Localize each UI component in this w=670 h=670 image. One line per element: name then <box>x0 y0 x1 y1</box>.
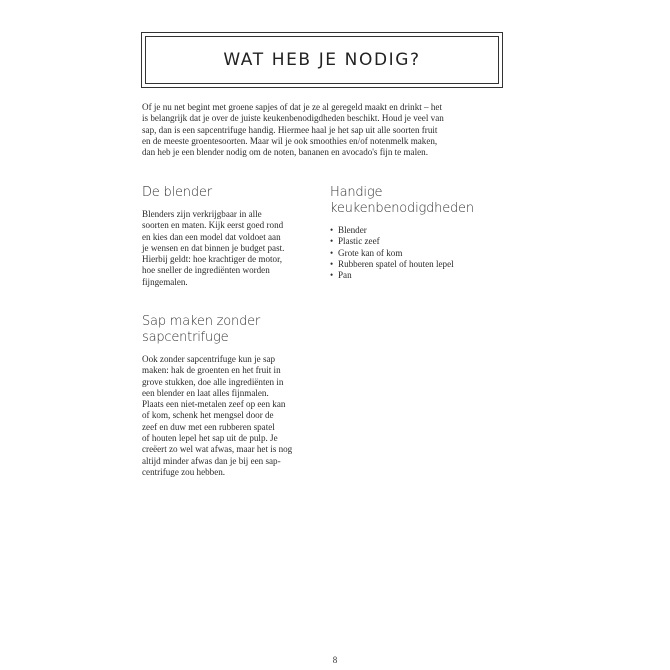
blender-section <box>142 185 317 288</box>
blender-line: fijngemalen. <box>142 276 188 287</box>
tools-section <box>330 185 510 281</box>
tools-heading <box>330 185 510 217</box>
bullet-icon: • <box>330 258 334 269</box>
intro-line: Of je nu net begint met groene sapjes of dat je ze al geregeld maakt en drinkt – het <box>142 102 442 112</box>
tools-heading-line: keukenbenodigdheden <box>330 201 474 216</box>
list-item-label: Blender <box>338 225 367 235</box>
bullet-icon: • <box>330 236 334 247</box>
sap-line: altijd minder afwas dan je bij een sap- <box>142 455 281 466</box>
sap-heading-line: sapcentrifuge <box>142 330 229 345</box>
intro-paragraph <box>142 102 504 158</box>
list-item <box>330 236 510 247</box>
list-item-label: Rubberen spatel of houten lepel <box>338 258 454 269</box>
blender-line: soorten en maten. Kijk eerst goed rond <box>142 220 284 231</box>
sap-heading <box>142 314 317 346</box>
bullet-icon: • <box>330 247 334 258</box>
sap-line: of houten lepel het sap uit de pulp. Je <box>142 433 278 444</box>
list-item-label: Grote kan of kom <box>338 247 403 258</box>
intro-line: is belangrijk dat je over de juiste keukenbenodigdheden beschikt. Houd je veel van <box>142 113 444 124</box>
sap-line: zeef en duw met een rubberen spatel <box>142 421 275 432</box>
sap-line: maken: hak de groenten en het fruit in <box>142 365 281 376</box>
page-number: 8 <box>332 655 338 665</box>
page-title: WAT HEB JE NODIG? <box>223 50 421 70</box>
list-item-label: Plastic zeef <box>338 236 380 247</box>
tools-heading-line: Handige <box>330 185 383 200</box>
sap-section <box>142 314 317 478</box>
blender-line: Blenders zijn verkrijgbaar in alle <box>142 209 262 219</box>
tools-list <box>330 225 510 281</box>
list-item <box>330 248 510 259</box>
sap-paragraph <box>142 354 317 478</box>
bullet-icon: • <box>330 270 334 281</box>
list-item-label: Pan <box>338 270 352 281</box>
sap-line: creëert zo wel wat afwas, maar het is nog <box>142 444 293 455</box>
blender-line: en kies dan een model dat voldoet aan <box>142 231 281 242</box>
list-item <box>330 225 510 236</box>
sap-line: Plaats een niet-metalen zeef op een kan <box>142 399 286 410</box>
blender-line: hoe sneller de ingrediënten worden <box>142 265 270 276</box>
sap-line: Ook zonder sapcentrifuge kun je sap <box>142 354 276 364</box>
sap-line: grove stukken, doe alle ingrediënten in <box>142 376 284 387</box>
title-frame-inner <box>145 36 499 84</box>
sap-line: een blender en laat alles fijnmalen. <box>142 387 269 398</box>
intro-line: dan heb je een blender nodig om de noten, bananen en avocado's fijn te malen. <box>142 147 428 158</box>
blender-heading: De blender <box>142 185 212 200</box>
blender-line: je wensen en dat binnen je budget past. <box>142 242 285 253</box>
title-frame <box>141 32 503 88</box>
list-item <box>330 270 510 281</box>
intro-line: en de meeste groentesoorten. Maar wil je ook smoothies en/of notenmelk maken, <box>142 135 438 146</box>
sap-line: centrifuge zou hebben. <box>142 466 226 477</box>
blender-paragraph <box>142 209 317 288</box>
sap-heading-line: Sap maken zonder <box>142 314 261 329</box>
blender-line: Hierbij geldt: hoe krachtiger de motor, <box>142 254 283 265</box>
list-item <box>330 259 510 270</box>
bullet-icon: • <box>330 225 334 235</box>
sap-line: of kom, schenk het mengsel door de <box>142 410 274 421</box>
intro-line: sap, dan is een sapcentrifuge handig. Hiermee haal je het sap uit alle soorten fruit <box>142 124 438 135</box>
